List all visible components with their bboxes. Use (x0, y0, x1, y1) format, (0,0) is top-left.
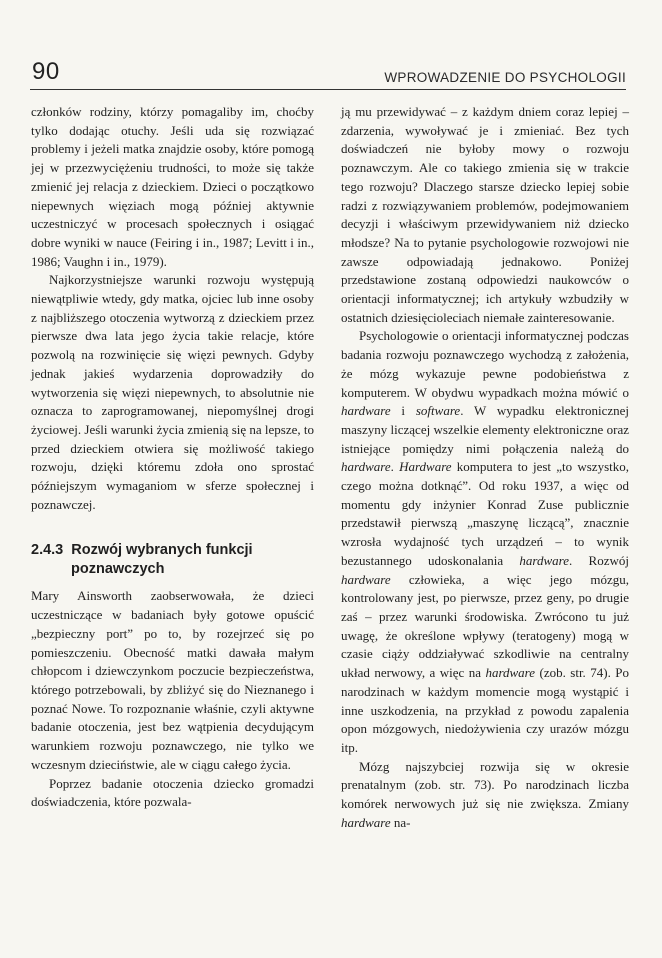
text-run: . Rozwój (569, 552, 629, 568)
left-column (31, 103, 314, 812)
term-hardware: hardware (485, 665, 536, 681)
text-run: . W wypadku elektronicznej maszyny liczącej wszelkie elementy elektroniczne oraz istniejące pomiędzy nimi połączenia należą do (341, 403, 629, 456)
paragraph: Najkorzystniejsze warunki rozwoju występują niewątpliwie wtedy, gdy matka, ojciec lub inne osoby z najbliższego otoczenia wytworzą z dzieckiem przez pierwsze dwa lata jego życia takie relacje, które pozwolą na rozwinięcie się więzi pewnych. Gdyby jednak jakieś wydarzenia doprowadziły do wytworzenia się więzi niepewnych, to absolutnie nie oznacza to zaprogramowanej, niepomyślnej drogi życiowej. Jeśli warunki życia zmienią się na lepsze, to przed dzieckiem otwiera się możliwość takiego rozwoju, dzięki któremu zdoła ono sprostać późniejszym wymaganiom w sferze społecznej i poznawczej. (31, 272, 315, 512)
running-title: WPROWADZENIE DO PSYCHOLOGII (384, 70, 626, 85)
right-column (341, 103, 629, 832)
term-hardware: Hardware (399, 459, 452, 475)
paragraph: członków rodziny, którzy pomagaliby im, choćby tylko dodając otuchy. Jeśli uda się rozwiązać problemy i jeżeli matka znajdzie osoby, które pomogą jej w przezwyciężeniu trudności, to może się także zmienić jej relacja z dzieckiem. Dzieci o początkowo niepewnych więziach mogą później aktywnie uczestniczyć w procesach społecznych i osiągać dobre wyniki w nauce (Feiring i in., 1987; Levitt i in., 1986; Vaughn i in., 1979). (31, 104, 314, 269)
header-rule (30, 89, 626, 90)
section-title-line2: poznawczych (71, 561, 165, 578)
text-run: komputera to jest „to wszystko, czego można dotknąć”. Od roku 1937, a więc od momentu gdy inżynier Konrad Zuse publicznie przedstawił pierwszą „maszynę liczącą”, znacznie wzrosła wydajność tych urządzeń – to wynik bezustannego udoskonalania (341, 459, 630, 568)
paragraph (341, 327, 629, 757)
paragraph: Poprzez badanie otoczenia dziecko gromadzi doświadczenia, które pozwala- (31, 775, 314, 810)
page-number: 90 (32, 58, 60, 85)
section-title-line1: Rozwój wybranych funkcji (71, 542, 253, 559)
term-hardware: hardware (341, 403, 391, 419)
text-run: i (390, 403, 416, 419)
paragraph: ją mu przewidywać – z każdym dniem coraz lepiej – zdarzenia, wywoływać je i zmieniać. Bez tych doświadczeń nie byłoby mowy o rozwoju poznawczym. Ale co takiego zmienia się w trakcie tego rozwoju? Dlaczego starsze dziecko lepiej sobie radzi z rozwiązywaniem problemów, podejmowaniem decyzji i właściwym przewidywaniem niż dziecko młodsze? Na to pytanie psychologowie rozwojowi nie zawsze odpowiadają jednakowo. Poniżej przedstawione zostaną odpowiedzi naukowców o orientacji informatycznej; ich artykuły wzbudziły w ostatnich dziesięcioleciach niemałe zainteresowanie. (341, 104, 629, 325)
section-heading (31, 541, 314, 579)
text-run: Psychologowie o orientacji informatycznej podczas badania rozwoju poznawczego wychodzą z założenia, że mózg wykazuje pewne podobieństwa z komputerem. W obydwu wypadkach można mówić o (341, 328, 629, 400)
term-hardware: hardware (519, 552, 570, 568)
paragraph (341, 758, 629, 833)
text-run: Mózg najszybciej rozwija się w okresie prenatalnym (zob. str. 73). Po narodzinach liczba komórek nerwowych już się nie zwiększa. Zmiany (341, 758, 629, 812)
text-run: człowieka, a więc jego mózgu, kontrolowany jest, po pierwsze, przez geny, po drugie zaś – przez warunki środowiska. Zwrócono tu już uwagę, że określone wpływy (teratogeny) mogą w czasie ciąży oddziaływać szkodliwie na centralny układ nerwowy, a więc na (341, 571, 629, 681)
term-hardware: hardware (341, 459, 391, 475)
term-software: software (415, 403, 461, 419)
text-run: na- (390, 814, 411, 830)
term-hardware: hardware (341, 814, 391, 830)
paragraph: Mary Ainsworth zaobserwowała, że dzieci uczestniczące w badaniach były gotowe opuścić „bezpieczny port” po to, by rozejrzeć się po pomieszczeniu. Obecność matki dawała małym chłopcom i dziewczynkom poczucie bezpieczeństwa, którego potrzebowali, by zbliżyć się do Nieznanego i poznać Nowe. To rozpoznanie właśnie, czyli aktywne badanie otoczenia, jest bez wątpienia decydującym warunkiem rozwoju poznawczego, nie tylko we wczesnym dzieciństwie, ale w ciągu całego życia. (31, 588, 314, 772)
text-run: . (390, 459, 400, 475)
text-run: (zob. str. 74). Po narodzinach w każdym momencie mogą wystąpić i inne uszkodzenia, na przykład z powodu zapalenia opon mózgowych, niedożywienia czy urazów mózgu itp. (341, 665, 629, 755)
section-number: 2.4.3 (31, 542, 64, 559)
term-hardware: hardware (341, 571, 391, 587)
